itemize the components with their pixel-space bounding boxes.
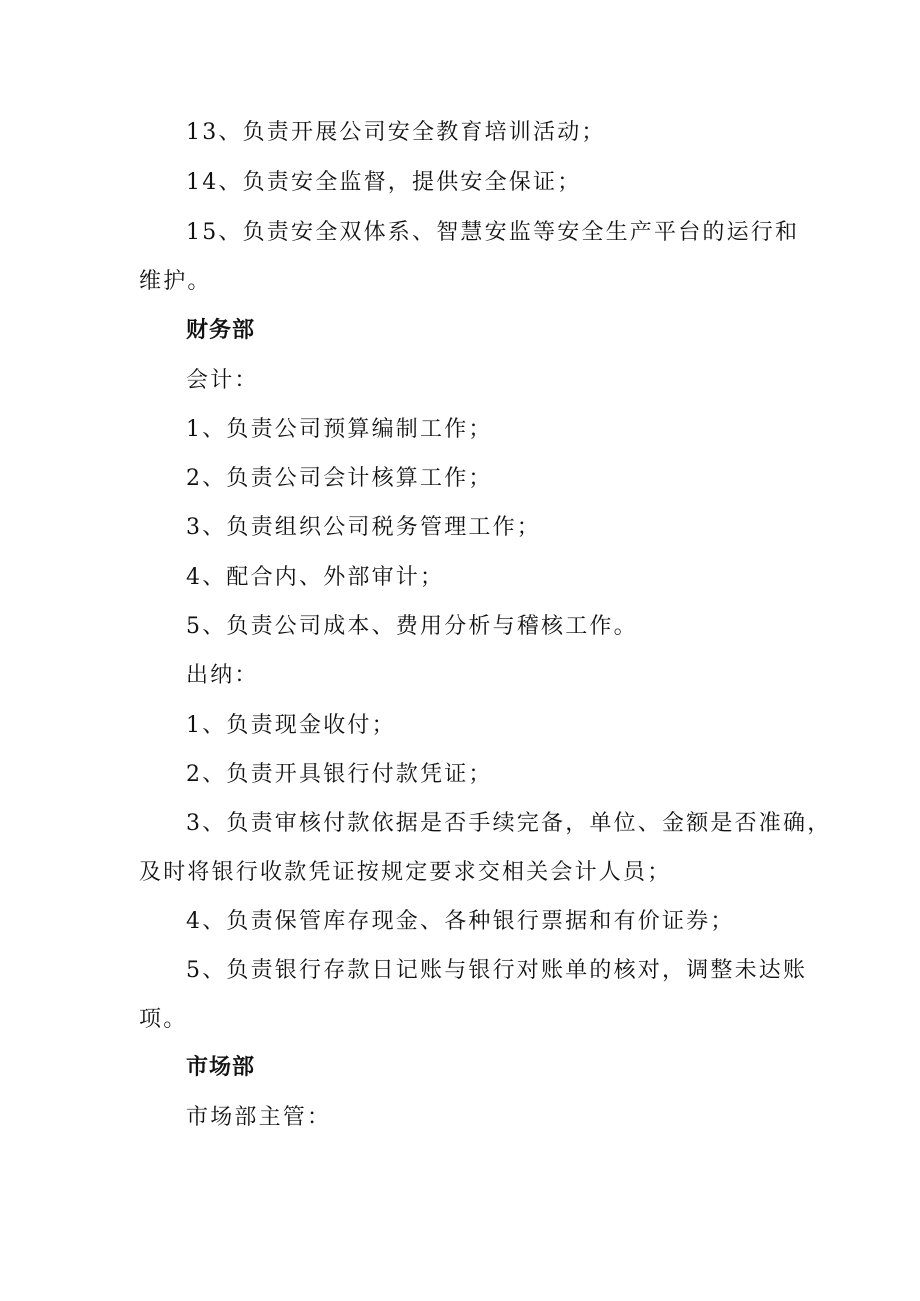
accountant-item-1: 1、负责公司预算编制工作； bbox=[186, 417, 493, 442]
accountant-item-5: 5、负责公司成本、费用分析与稽核工作。 bbox=[186, 614, 638, 639]
duty-item-15-continued: 维护。 bbox=[139, 269, 212, 294]
duty-item-13: 13、负责开展公司安全教育培训活动； bbox=[186, 120, 606, 145]
accountant-item-4: 4、配合内、外部审计； bbox=[186, 565, 445, 590]
role-heading-accountant: 会计： bbox=[186, 368, 259, 393]
cashier-item-5: 5、负责银行存款日记账与银行对账单的核对，调整未达账 bbox=[186, 958, 808, 983]
accountant-item-2: 2、负责公司会计核算工作； bbox=[186, 466, 493, 491]
role-heading-marketing-supervisor: 市场部主管： bbox=[186, 1105, 332, 1130]
cashier-item-5-continued: 项。 bbox=[139, 1007, 188, 1032]
duty-item-14: 14、负责安全监督，提供安全保证； bbox=[186, 170, 582, 195]
section-heading-marketing: 市场部 bbox=[186, 1055, 256, 1080]
section-heading-finance: 财务部 bbox=[186, 318, 256, 343]
cashier-item-2: 2、负责开具银行付款凭证； bbox=[186, 762, 493, 787]
duty-item-15: 15、负责安全双体系、智慧安监等安全生产平台的运行和 bbox=[186, 220, 800, 245]
cashier-item-4: 4、负责保管库存现金、各种银行票据和有价证券； bbox=[186, 909, 735, 934]
accountant-item-3: 3、负责组织公司税务管理工作； bbox=[186, 515, 541, 540]
cashier-item-1: 1、负责现金收付； bbox=[186, 713, 396, 738]
cashier-item-3: 3、负责审核付款依据是否手续完备，单位、金额是否准确， bbox=[186, 811, 832, 836]
role-heading-cashier: 出纳： bbox=[186, 663, 259, 688]
cashier-item-3-continued: 及时将银行收款凭证按规定要求交相关会计人员； bbox=[139, 860, 672, 885]
